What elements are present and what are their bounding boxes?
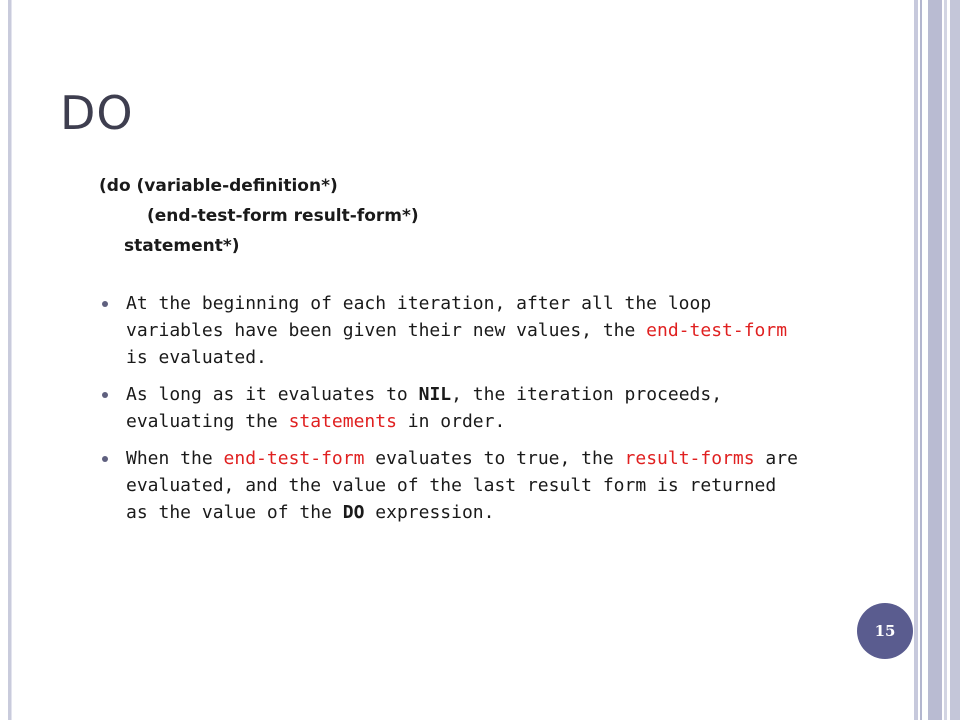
bullet-list [100, 290, 800, 536]
bullet-item [100, 445, 800, 526]
bullet-dot-icon [102, 301, 108, 307]
bullet-text: are evaluated, and the value of the last result form is returned as the value of the [126, 448, 798, 523]
bold-term: NIL [418, 384, 452, 405]
bullet-text: expression. [364, 502, 495, 523]
decorative-bar [944, 0, 947, 720]
bullet-text: evaluates to true, the [364, 448, 625, 469]
right-decorative-bars [914, 0, 960, 720]
bullet-dot-icon [102, 456, 108, 462]
bullet-dot-icon [102, 392, 108, 398]
page-number-badge [857, 603, 913, 659]
bullet-item [100, 290, 800, 371]
bullet-text: , the iteration proceeds, evaluating the [126, 384, 723, 432]
syntax-line: (end-test-form result-form*) [147, 206, 419, 226]
slide-title: DO [60, 86, 134, 140]
bullet-text: is evaluated. [126, 347, 267, 368]
bullet-text: As long as it evaluates to [126, 384, 419, 405]
bullet-text: At the beginning of each iteration, after all the loop variables have been given their new values, the [126, 293, 712, 341]
highlighted-term: end-test-form [223, 448, 365, 469]
page-number: 15 [874, 622, 896, 640]
bullet-text: in order. [396, 411, 506, 432]
decorative-bar [928, 0, 942, 720]
syntax-line: (do (variable-definition*) [99, 176, 338, 196]
decorative-bar [914, 0, 918, 720]
highlighted-term: statements [288, 411, 397, 432]
decorative-bar [950, 0, 960, 720]
bullet-item [100, 381, 800, 435]
highlighted-term: end-test-form [646, 320, 788, 341]
bullet-text: When the [126, 448, 224, 469]
highlighted-term: result-forms [624, 448, 755, 469]
decorative-bar [920, 0, 922, 720]
bold-term: DO [342, 502, 365, 523]
left-border-rule [8, 0, 12, 720]
syntax-line: statement*) [124, 236, 240, 256]
